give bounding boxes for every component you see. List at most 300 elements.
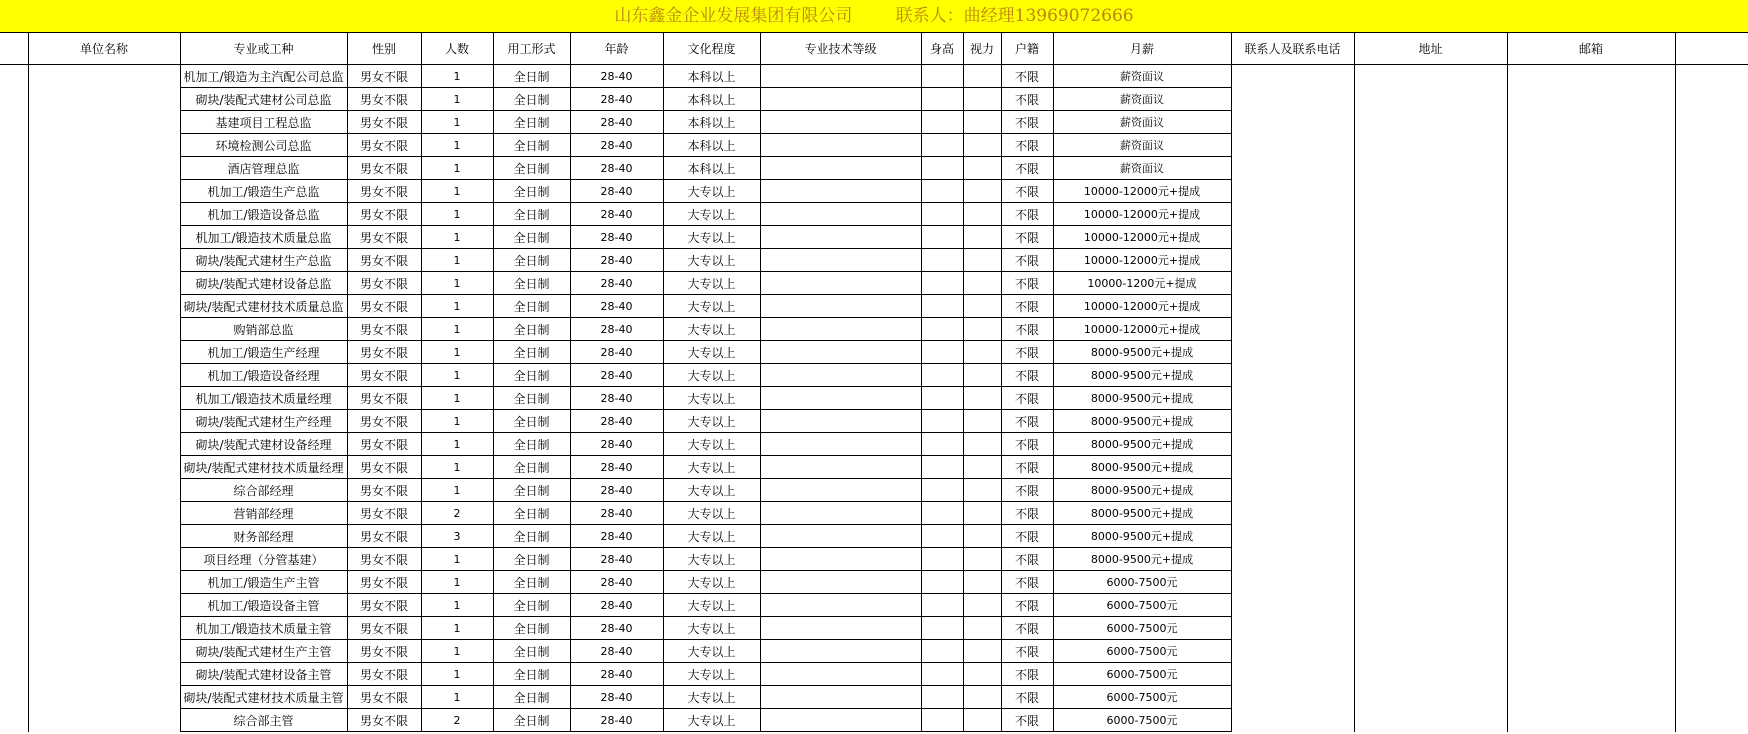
huji-cell: 不限 — [1001, 456, 1053, 479]
employment-form-cell: 全日制 — [493, 410, 570, 433]
huji-cell: 不限 — [1001, 571, 1053, 594]
count-cell: 1 — [421, 341, 493, 364]
email-cell — [1507, 548, 1675, 571]
age-cell: 28-40 — [570, 65, 663, 88]
unit-name-cell — [28, 318, 180, 341]
huji-cell: 不限 — [1001, 65, 1053, 88]
email-cell — [1507, 571, 1675, 594]
email-cell — [1507, 364, 1675, 387]
huji-cell: 不限 — [1001, 157, 1053, 180]
blank-cell — [0, 88, 28, 111]
blank-end-cell — [1675, 433, 1748, 456]
blank-end-cell — [1675, 525, 1748, 548]
tech-level-cell — [760, 686, 921, 709]
count-cell: 1 — [421, 249, 493, 272]
huji-cell: 不限 — [1001, 410, 1053, 433]
count-cell: 1 — [421, 640, 493, 663]
blank-end-cell — [1675, 226, 1748, 249]
unit-name-cell — [28, 433, 180, 456]
table-row — [0, 318, 1748, 341]
education-cell: 大专以上 — [663, 640, 760, 663]
salary-cell: 8000-9500元+提成 — [1053, 387, 1231, 410]
contact-cell — [1231, 709, 1354, 732]
email-cell — [1507, 663, 1675, 686]
unit-name-cell — [28, 111, 180, 134]
blank-cell — [0, 65, 28, 88]
height-cell — [921, 548, 963, 571]
contact-cell — [1231, 479, 1354, 502]
contact-cell — [1231, 203, 1354, 226]
employment-form-cell: 全日制 — [493, 387, 570, 410]
tech-level-cell — [760, 410, 921, 433]
education-cell: 大专以上 — [663, 617, 760, 640]
address-cell — [1354, 479, 1507, 502]
employment-form-cell: 全日制 — [493, 88, 570, 111]
blank-cell — [0, 709, 28, 732]
salary-cell: 6000-7500元 — [1053, 663, 1231, 686]
address-cell — [1354, 226, 1507, 249]
age-cell: 28-40 — [570, 594, 663, 617]
email-cell — [1507, 180, 1675, 203]
education-cell: 大专以上 — [663, 479, 760, 502]
employment-form-cell: 全日制 — [493, 571, 570, 594]
count-cell: 1 — [421, 433, 493, 456]
blank-cell — [0, 502, 28, 525]
tech-level-cell — [760, 88, 921, 111]
email-cell — [1507, 525, 1675, 548]
blank-end-cell — [1675, 479, 1748, 502]
blank-cell — [0, 318, 28, 341]
header-job: 专业或工种 — [180, 33, 347, 65]
tech-level-cell — [760, 548, 921, 571]
unit-name-cell — [28, 548, 180, 571]
job-cell: 砌块/装配式建材设备经理 — [180, 433, 347, 456]
unit-name-cell — [28, 686, 180, 709]
gender-cell: 男女不限 — [347, 387, 421, 410]
job-cell: 机加工/锻造生产总监 — [180, 180, 347, 203]
job-cell: 综合部主管 — [180, 709, 347, 732]
education-cell: 大专以上 — [663, 226, 760, 249]
contact-cell — [1231, 226, 1354, 249]
employment-form-cell: 全日制 — [493, 663, 570, 686]
employment-form-cell: 全日制 — [493, 686, 570, 709]
email-cell — [1507, 111, 1675, 134]
header-height: 身高 — [921, 33, 963, 65]
gender-cell: 男女不限 — [347, 203, 421, 226]
employment-form-cell: 全日制 — [493, 226, 570, 249]
header-address: 地址 — [1354, 33, 1507, 65]
table-row — [0, 663, 1748, 686]
table-row — [0, 433, 1748, 456]
email-cell — [1507, 502, 1675, 525]
gender-cell: 男女不限 — [347, 249, 421, 272]
count-cell: 1 — [421, 180, 493, 203]
vision-cell — [963, 272, 1001, 295]
address-cell — [1354, 502, 1507, 525]
salary-cell: 8000-9500元+提成 — [1053, 479, 1231, 502]
email-cell — [1507, 433, 1675, 456]
email-cell — [1507, 617, 1675, 640]
huji-cell: 不限 — [1001, 479, 1053, 502]
employment-form-cell: 全日制 — [493, 65, 570, 88]
address-cell — [1354, 617, 1507, 640]
vision-cell — [963, 341, 1001, 364]
salary-cell: 薪资面议 — [1053, 88, 1231, 111]
job-cell: 砌块/装配式建材设备总监 — [180, 272, 347, 295]
blank-end-cell — [1675, 594, 1748, 617]
employment-form-cell: 全日制 — [493, 341, 570, 364]
huji-cell: 不限 — [1001, 709, 1053, 732]
blank-end-cell — [1675, 456, 1748, 479]
table-row — [0, 525, 1748, 548]
huji-cell: 不限 — [1001, 663, 1053, 686]
address-cell — [1354, 364, 1507, 387]
vision-cell — [963, 364, 1001, 387]
gender-cell: 男女不限 — [347, 364, 421, 387]
blank-cell — [0, 617, 28, 640]
huji-cell: 不限 — [1001, 272, 1053, 295]
employment-form-cell: 全日制 — [493, 640, 570, 663]
age-cell: 28-40 — [570, 226, 663, 249]
header-tech-level: 专业技术等级 — [760, 33, 921, 65]
huji-cell: 不限 — [1001, 548, 1053, 571]
blank-cell — [0, 364, 28, 387]
header-unit-name: 单位名称 — [28, 33, 180, 65]
gender-cell: 男女不限 — [347, 88, 421, 111]
age-cell: 28-40 — [570, 295, 663, 318]
vision-cell — [963, 134, 1001, 157]
email-cell — [1507, 318, 1675, 341]
email-cell — [1507, 709, 1675, 732]
count-cell: 1 — [421, 272, 493, 295]
tech-level-cell — [760, 203, 921, 226]
age-cell: 28-40 — [570, 663, 663, 686]
height-cell — [921, 502, 963, 525]
tech-level-cell — [760, 617, 921, 640]
tech-level-cell — [760, 709, 921, 732]
table-row — [0, 548, 1748, 571]
gender-cell: 男女不限 — [347, 180, 421, 203]
education-cell: 大专以上 — [663, 571, 760, 594]
blank-end-cell — [1675, 548, 1748, 571]
gender-cell: 男女不限 — [347, 341, 421, 364]
age-cell: 28-40 — [570, 387, 663, 410]
contact-cell — [1231, 249, 1354, 272]
height-cell — [921, 594, 963, 617]
vision-cell — [963, 663, 1001, 686]
blank-cell — [0, 249, 28, 272]
gender-cell: 男女不限 — [347, 594, 421, 617]
address-cell — [1354, 111, 1507, 134]
gender-cell: 男女不限 — [347, 709, 421, 732]
blank-cell — [0, 686, 28, 709]
huji-cell: 不限 — [1001, 525, 1053, 548]
tech-level-cell — [760, 111, 921, 134]
blank-end-cell — [1675, 249, 1748, 272]
blank-end-cell — [1675, 111, 1748, 134]
vision-cell — [963, 433, 1001, 456]
unit-name-cell — [28, 203, 180, 226]
age-cell: 28-40 — [570, 272, 663, 295]
tech-level-cell — [760, 387, 921, 410]
tech-level-cell — [760, 226, 921, 249]
salary-cell: 10000-12000元+提成 — [1053, 249, 1231, 272]
unit-name-cell — [28, 249, 180, 272]
huji-cell: 不限 — [1001, 180, 1053, 203]
vision-cell — [963, 249, 1001, 272]
table-row — [0, 686, 1748, 709]
height-cell — [921, 433, 963, 456]
gender-cell: 男女不限 — [347, 456, 421, 479]
count-cell: 2 — [421, 502, 493, 525]
job-cell: 砌块/装配式建材生产总监 — [180, 249, 347, 272]
email-cell — [1507, 479, 1675, 502]
table-row — [0, 387, 1748, 410]
age-cell: 28-40 — [570, 134, 663, 157]
huji-cell: 不限 — [1001, 295, 1053, 318]
address-cell — [1354, 594, 1507, 617]
count-cell: 1 — [421, 571, 493, 594]
vision-cell — [963, 203, 1001, 226]
salary-cell: 8000-9500元+提成 — [1053, 525, 1231, 548]
salary-cell: 6000-7500元 — [1053, 686, 1231, 709]
tech-level-cell — [760, 272, 921, 295]
count-cell: 1 — [421, 410, 493, 433]
tech-level-cell — [760, 134, 921, 157]
employment-form-cell: 全日制 — [493, 709, 570, 732]
address-cell — [1354, 134, 1507, 157]
table-row — [0, 272, 1748, 295]
table-row — [0, 709, 1748, 732]
unit-name-cell — [28, 617, 180, 640]
education-cell: 本科以上 — [663, 111, 760, 134]
blank-cell — [0, 594, 28, 617]
blank-end-cell — [1675, 663, 1748, 686]
count-cell: 1 — [421, 617, 493, 640]
contact-cell — [1231, 88, 1354, 111]
height-cell — [921, 226, 963, 249]
salary-cell: 10000-12000元+提成 — [1053, 203, 1231, 226]
email-cell — [1507, 341, 1675, 364]
job-cell: 砌块/装配式建材技术质量经理 — [180, 456, 347, 479]
header-count: 人数 — [421, 33, 493, 65]
gender-cell: 男女不限 — [347, 686, 421, 709]
unit-name-cell — [28, 525, 180, 548]
email-cell — [1507, 295, 1675, 318]
blank-cell — [0, 571, 28, 594]
blank-cell — [0, 226, 28, 249]
height-cell — [921, 686, 963, 709]
table-row — [0, 65, 1748, 88]
count-cell: 1 — [421, 88, 493, 111]
job-cell: 机加工/锻造生产主管 — [180, 571, 347, 594]
count-cell: 1 — [421, 318, 493, 341]
blank-end-cell — [1675, 65, 1748, 88]
tech-level-cell — [760, 364, 921, 387]
email-cell — [1507, 88, 1675, 111]
table-row — [0, 594, 1748, 617]
blank-cell — [0, 548, 28, 571]
contact-cell — [1231, 640, 1354, 663]
employment-form-cell: 全日制 — [493, 433, 570, 456]
education-cell: 大专以上 — [663, 663, 760, 686]
gender-cell: 男女不限 — [347, 111, 421, 134]
height-cell — [921, 111, 963, 134]
contact-cell — [1231, 272, 1354, 295]
header-row — [0, 33, 1748, 65]
height-cell — [921, 640, 963, 663]
contact-cell — [1231, 65, 1354, 88]
vision-cell — [963, 525, 1001, 548]
gender-cell: 男女不限 — [347, 318, 421, 341]
table-row — [0, 571, 1748, 594]
email-cell — [1507, 410, 1675, 433]
tech-level-cell — [760, 525, 921, 548]
table-row — [0, 617, 1748, 640]
salary-cell: 8000-9500元+提成 — [1053, 364, 1231, 387]
count-cell: 1 — [421, 387, 493, 410]
contact-cell — [1231, 387, 1354, 410]
contact-cell — [1231, 134, 1354, 157]
unit-name-cell — [28, 387, 180, 410]
salary-cell: 6000-7500元 — [1053, 594, 1231, 617]
blank-cell — [0, 341, 28, 364]
height-cell — [921, 318, 963, 341]
blank-cell — [0, 111, 28, 134]
unit-name-cell — [28, 272, 180, 295]
table-row — [0, 364, 1748, 387]
age-cell: 28-40 — [570, 709, 663, 732]
age-cell: 28-40 — [570, 686, 663, 709]
blank-cell — [0, 134, 28, 157]
employment-form-cell: 全日制 — [493, 525, 570, 548]
education-cell: 大专以上 — [663, 249, 760, 272]
salary-cell: 10000-12000元+提成 — [1053, 226, 1231, 249]
employment-form-cell: 全日制 — [493, 617, 570, 640]
blank-end-cell — [1675, 180, 1748, 203]
employment-form-cell: 全日制 — [493, 364, 570, 387]
table-row — [0, 295, 1748, 318]
tech-level-cell — [760, 502, 921, 525]
count-cell: 1 — [421, 548, 493, 571]
education-cell: 本科以上 — [663, 157, 760, 180]
education-cell: 大专以上 — [663, 272, 760, 295]
blank-end-cell — [1675, 502, 1748, 525]
job-cell: 砌块/装配式建材生产经理 — [180, 410, 347, 433]
email-cell — [1507, 456, 1675, 479]
email-cell — [1507, 65, 1675, 88]
vision-cell — [963, 479, 1001, 502]
age-cell: 28-40 — [570, 341, 663, 364]
huji-cell: 不限 — [1001, 502, 1053, 525]
blank-end-cell — [1675, 88, 1748, 111]
vision-cell — [963, 456, 1001, 479]
huji-cell: 不限 — [1001, 686, 1053, 709]
vision-cell — [963, 571, 1001, 594]
blank-cell — [0, 180, 28, 203]
salary-cell: 6000-7500元 — [1053, 617, 1231, 640]
blank-end-cell — [1675, 134, 1748, 157]
email-cell — [1507, 249, 1675, 272]
employment-form-cell: 全日制 — [493, 318, 570, 341]
education-cell: 大专以上 — [663, 548, 760, 571]
unit-name-cell — [28, 479, 180, 502]
age-cell: 28-40 — [570, 548, 663, 571]
unit-name-cell — [28, 364, 180, 387]
tech-level-cell — [760, 663, 921, 686]
contact-cell — [1231, 410, 1354, 433]
count-cell: 1 — [421, 456, 493, 479]
blank-cell — [0, 272, 28, 295]
vision-cell — [963, 157, 1001, 180]
contact-cell — [1231, 571, 1354, 594]
age-cell: 28-40 — [570, 111, 663, 134]
vision-cell — [963, 226, 1001, 249]
huji-cell: 不限 — [1001, 387, 1053, 410]
contact-cell — [1231, 594, 1354, 617]
blank-cell — [0, 433, 28, 456]
job-cell: 机加工/锻造为主汽配公司总监 — [180, 65, 347, 88]
salary-cell: 8000-9500元+提成 — [1053, 502, 1231, 525]
vision-cell — [963, 88, 1001, 111]
address-cell — [1354, 709, 1507, 732]
address-cell — [1354, 88, 1507, 111]
huji-cell: 不限 — [1001, 226, 1053, 249]
employment-form-cell: 全日制 — [493, 502, 570, 525]
tech-level-cell — [760, 65, 921, 88]
height-cell — [921, 203, 963, 226]
huji-cell: 不限 — [1001, 433, 1053, 456]
contact-cell — [1231, 295, 1354, 318]
count-cell: 1 — [421, 295, 493, 318]
employment-form-cell: 全日制 — [493, 548, 570, 571]
unit-name-cell — [28, 594, 180, 617]
education-cell: 大专以上 — [663, 709, 760, 732]
education-cell: 大专以上 — [663, 180, 760, 203]
age-cell: 28-40 — [570, 571, 663, 594]
age-cell: 28-40 — [570, 640, 663, 663]
table-row — [0, 111, 1748, 134]
gender-cell: 男女不限 — [347, 479, 421, 502]
height-cell — [921, 134, 963, 157]
employment-form-cell: 全日制 — [493, 157, 570, 180]
height-cell — [921, 65, 963, 88]
job-cell: 机加工/锻造技术质量经理 — [180, 387, 347, 410]
employment-form-cell: 全日制 — [493, 456, 570, 479]
count-cell: 1 — [421, 686, 493, 709]
email-cell — [1507, 226, 1675, 249]
vision-cell — [963, 111, 1001, 134]
count-cell: 1 — [421, 111, 493, 134]
huji-cell: 不限 — [1001, 594, 1053, 617]
salary-cell: 薪资面议 — [1053, 134, 1231, 157]
count-cell: 1 — [421, 134, 493, 157]
gender-cell: 男女不限 — [347, 272, 421, 295]
vision-cell — [963, 548, 1001, 571]
contact-cell — [1231, 341, 1354, 364]
job-table — [0, 33, 1748, 732]
gender-cell: 男女不限 — [347, 617, 421, 640]
address-cell — [1354, 65, 1507, 88]
job-cell: 机加工/锻造设备经理 — [180, 364, 347, 387]
height-cell — [921, 364, 963, 387]
vision-cell — [963, 686, 1001, 709]
salary-cell: 10000-12000元+提成 — [1053, 180, 1231, 203]
gender-cell: 男女不限 — [347, 157, 421, 180]
address-cell — [1354, 456, 1507, 479]
vision-cell — [963, 318, 1001, 341]
age-cell: 28-40 — [570, 157, 663, 180]
